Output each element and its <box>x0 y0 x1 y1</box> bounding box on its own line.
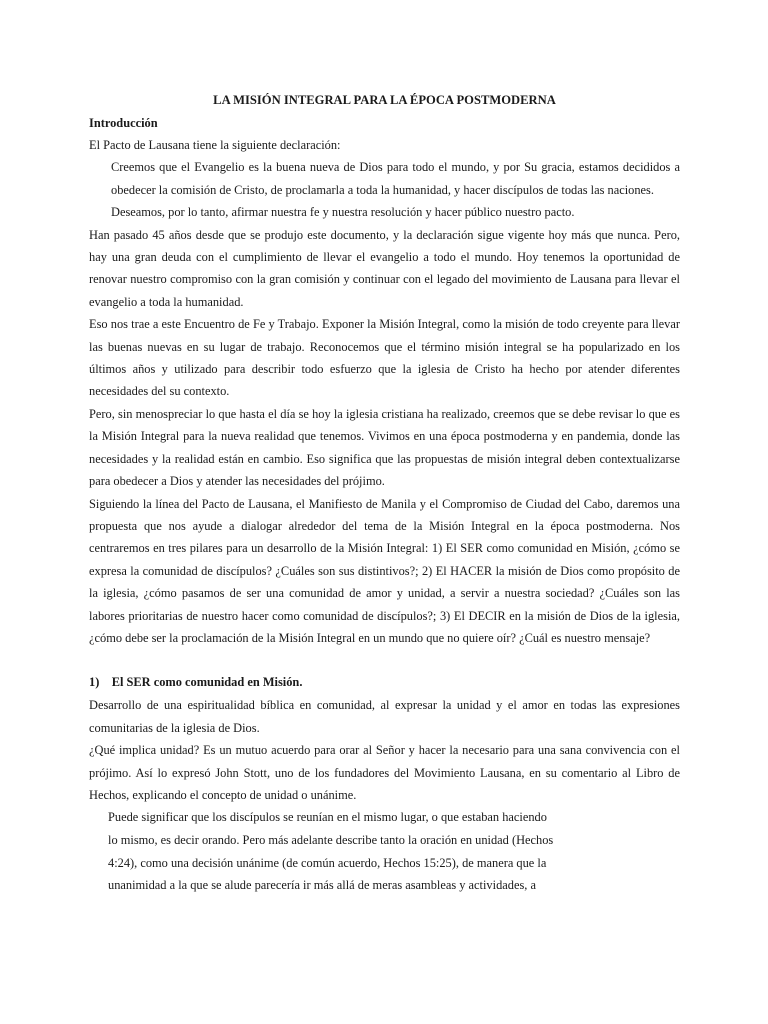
stott-quote <box>89 806 558 896</box>
document-title: LA MISIÓN INTEGRAL PARA LA ÉPOCA POSTMODERNA <box>213 93 556 107</box>
body-paragraph: Desarrollo de una espiritualidad bíblica en comunidad, al expresar la unidad y el amor en todas las expresiones comunitarias de la iglesia de Dios. <box>89 698 680 735</box>
section-title: El SER como comunidad en Misión. <box>111 675 303 690</box>
section-heading <box>89 671 680 693</box>
body-paragraph: Pero, sin menospreciar lo que hasta el día se hoy la iglesia cristiana ha realizado, creemos que se debe revisar lo que es la Misión Integral para la nueva realidad que tenemos. Vivimos en una época postmoderna y en pandemia, donde las necesidades y la realidad están en cambio. Eso significa que las propuestas de misión integral deben contextualizarse para obedecer a Dios y atender las necesidades del prójimo. <box>89 406 680 489</box>
intro-heading: Introducción <box>89 116 158 130</box>
body-paragraph: Siguiendo la línea del Pacto de Lausana, el Manifiesto de Manila y el Compromiso de Ciudad del Cabo, daremos una propuesta que nos ayude a dialogar alrededor del tema de la Misión Integral en la época postmoderna. Nos centraremos en tres pilares para un desarrollo de la Misión Integral: 1) El SER como comunidad en Misión, ¿cómo se expresa la comunidad de discípulos? ¿Cuáles son sus distintivos?; 2) El HACER la misión de Dios como propósito de la iglesia, ¿cómo pasamos de ser una comunidad de amor y unidad, a servir a nuestra sociedad? ¿Cuáles son las labores prioritarias de nuestro hacer como comunidad de discípulos?; 3) El DECIR en la misión de Dios de la iglesia, ¿cómo debe ser la proclamación de la Misión Integral en un mundo que no quiere oír? ¿Cuál es nuestro mensaje? <box>89 496 680 645</box>
body-paragraph: Eso nos trae a este Encuentro de Fe y Trabajo. Exponer la Misión Integral, como la misión de todo creyente para llevar las buenas nuevas en su lugar de trabajo. Reconocemos que el término misión integral se ha popularizado en los últimos años y utilizado para describir todo esfuerzo que la iglesia de Cristo ha hecho por atender diferentes necesidades del su contexto. <box>89 317 680 399</box>
quote-paragraph: Puede significar que los discípulos se reunían en el mismo lugar, o que estaban haciendo lo mismo, es decir orando. Pero más adelante describe tanto la oración en unidad (Hechos 4:24), como una decisión unánime (de común acuerdo, Hechos 15:25), de manera que la unanimidad a la que se alude parecería ir más allá de meras asambleas y actividades, a <box>108 810 554 893</box>
body-paragraph: ¿Qué implica unidad? Es un mutuo acuerdo para orar al Señor y hacer la necesario para una sana convivencia con el prójimo. Así lo expresó John Stott, uno de los fundadores del Movimiento Lausana, en su comentario al Libro de Hechos, explicando el concepto de unidad o unánime. <box>89 743 680 802</box>
body-paragraph: Han pasado 45 años desde que se produjo este documento, y la declaración sigue vigente hoy más que nunca. Pero, hay una gran deuda con el cumplimiento de llevar el evangelio a todo el mundo. Hoy tenemos la oportunidad de renovar nuestro compromiso con la gran comisión y continuar con el legado del movimiento de Lausana para llevar el evangelio a toda la humanidad. <box>89 227 680 309</box>
section-number: 1) <box>89 675 100 690</box>
lausanne-quote <box>89 156 680 223</box>
quote-paragraph: Deseamos, por lo tanto, afirmar nuestra fe y nuestra resolución y hacer público nuestro pacto. <box>111 205 575 220</box>
intro-lead: El Pacto de Lausana tiene la siguiente declaración: <box>89 138 341 152</box>
quote-paragraph: Creemos que el Evangelio es la buena nueva de Dios para todo el mundo, y por Su gracia, estamos decididos a obedecer la comisión de Cristo, de proclamarla a toda la humanidad, y hacer discípulos de todas las naciones. <box>111 160 680 197</box>
